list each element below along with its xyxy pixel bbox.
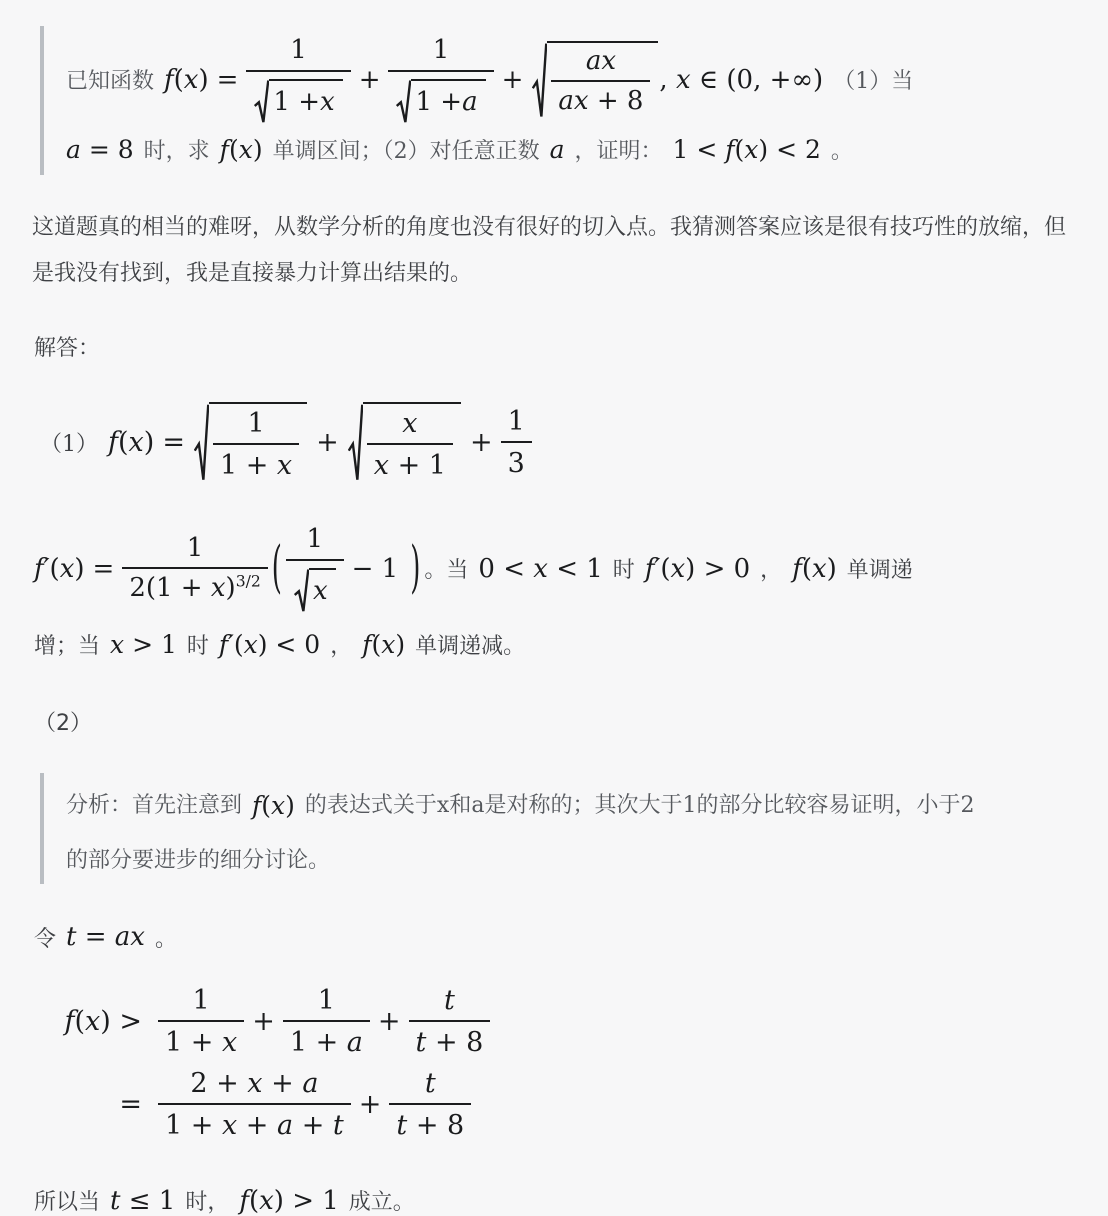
a-symbol: a: [549, 134, 565, 164]
fx-symbol: f(x): [792, 553, 837, 584]
exponent: 3/2: [235, 572, 261, 591]
analysis-line2: 的部分要进步的细分讨论。: [66, 847, 331, 873]
sqrt-of-fraction: $\frac{x}{x + 1}$: [348, 402, 461, 483]
equals-sign: =: [162, 426, 185, 458]
close-paren: ): [410, 536, 421, 602]
sqrt-of-fraction: $\frac{ax}{ax + 8}$: [532, 41, 658, 120]
plus-sign: +: [358, 1089, 382, 1121]
conclusion-line: 所以当 t ≤ 1 时， f(x) > 1 成立。: [34, 1185, 415, 1216]
fprime-positive: f′(x) > 0: [644, 553, 751, 584]
plus-sign: +: [469, 426, 493, 458]
fraction-1-over-sqrt-x: $\frac{1}{x}$: [286, 525, 344, 613]
derivative-formula-line: f′(x) = $\frac{1}{2(1 + x)^{3/2}}$ ( $\frac{1}{x}$ − 1 ) 。 当 0 < x < 1 时 f′(x) > 0 ， f(x) 单调递: [34, 525, 1078, 613]
sqrt-of-fraction: $\frac{1}{1 + x}$: [194, 402, 307, 483]
part2-tag: （2）: [34, 710, 92, 736]
plus-sign: +: [316, 426, 339, 458]
solution1-formula: [40, 402, 1078, 483]
fx-symbol: f(x): [252, 790, 295, 820]
problem-formula-line1: [66, 36, 1072, 124]
sqrt-radical: 1 + x: [254, 79, 342, 124]
plus-sign: +: [358, 64, 381, 95]
fx-gt-1: f(x) > 1: [239, 1185, 339, 1216]
inequality-row1: f ( x ) > $\frac{1}{1 + x}$ + $\frac{1}{1 + a}$ + $\frac{t}{t + 8}$: [40, 985, 1078, 1058]
part1-label: （1）当: [833, 69, 914, 95]
radical-sign-icon: [396, 79, 411, 124]
part1-tag: （1）: [40, 431, 98, 457]
equals-sign: =: [216, 64, 239, 95]
commentary-paragraph: 这道题真的相当的难呀，从数学分析的角度也没有很好的切入点。我猜测答案应该是很有技巧性的放缩，但是我没有找到，我是直接暴力计算出结果的。: [32, 214, 1067, 286]
a-equals-8: a = 8: [66, 134, 134, 164]
derivative-main-fraction: $\frac{1}{2(1 + x)^{3/2}}$: [122, 534, 267, 605]
inequality: 1 < f(x) < 2: [672, 134, 821, 164]
open-paren: (: [271, 536, 282, 602]
minus-one: − 1: [351, 553, 399, 584]
x-range-inequality: 0 < x < 1: [478, 553, 603, 584]
t-leq-1: t ≤ 1: [110, 1185, 176, 1216]
inequality-row2: = $\frac{2 + x + a}{1 + x + a + t}$ + $\frac{t}{t + 8}$: [40, 1068, 1078, 1141]
answer-label: 解答：: [34, 335, 101, 361]
x-gt-1: x > 1: [110, 629, 177, 659]
fx-symbol: f(x): [362, 629, 406, 659]
radical-sign-icon: [194, 402, 209, 483]
fx-symbol: f(x): [108, 426, 155, 458]
plus-sign: +: [252, 1005, 275, 1037]
fprime-negative: f′(x) < 0: [218, 629, 321, 659]
analysis-line1: 分析：首先注意到 f(x) 的表达式关于x和a是对称的；其次大于1的部分比较容易证明，小于2: [66, 783, 1072, 829]
analysis-quote: [40, 773, 1078, 884]
fprime-symbol: f′(x): [34, 553, 85, 584]
problem-intro-text: 已知函数: [66, 69, 155, 95]
sqrt-radical: x: [294, 568, 336, 613]
radical-sign-icon: [294, 568, 309, 613]
fx-symbol: f(x): [219, 134, 263, 164]
sqrt-radical: 1 + a: [396, 79, 485, 124]
plus-sign: +: [501, 64, 524, 95]
derivative-text-line2: 增；当 x > 1 时 f′(x) < 0 ， f(x) 单调递减。: [34, 629, 526, 659]
equals-sign: =: [119, 1089, 142, 1121]
radical-sign-icon: [348, 402, 363, 483]
t-equals-ax: t = ax: [66, 922, 145, 953]
substitution-line: 令 t = ax 。: [34, 922, 177, 953]
radical-sign-icon: [532, 41, 547, 120]
fraction-one-third: $\frac{1}{3}$: [501, 406, 532, 479]
plus-sign: +: [377, 1005, 401, 1037]
equals-sign: =: [92, 553, 115, 584]
fraction-1-over-sqrt-1pa: 1 1 + a: [388, 36, 493, 124]
domain-text: , x ∈ (0, +∞): [659, 64, 824, 95]
problem-formula-line2: a = 8 时，求 f(x) 单调区间；（2）对任意正数 a ，证明： 1 < f(x) < 2 。: [66, 134, 853, 164]
fraction-1-over-sqrt-1px: 1 1 + x: [246, 36, 350, 124]
fx-greater-than: f ( x ) >: [64, 1005, 142, 1037]
main-inequality-block: [40, 985, 1078, 1141]
radical-sign-icon: [254, 79, 269, 124]
problem-quote: [40, 26, 1078, 175]
fx-symbol: f(x): [164, 64, 209, 95]
